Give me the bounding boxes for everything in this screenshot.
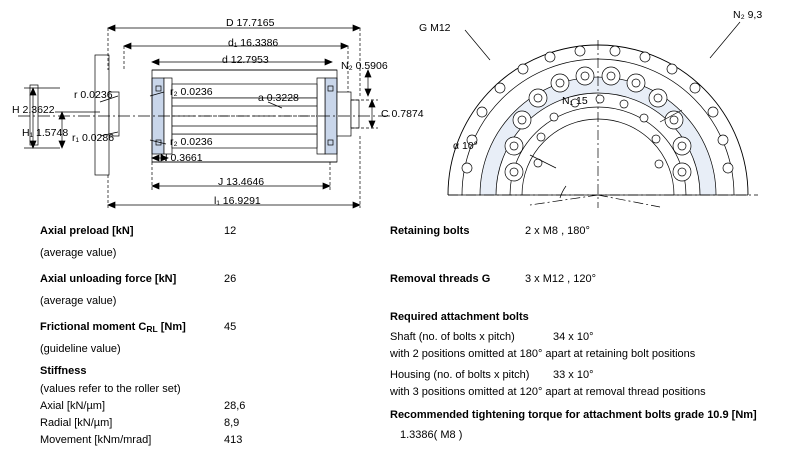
face-label-G: G M12 (419, 22, 451, 34)
shaft-bolts-label: Shaft (no. of bolts x pitch) (390, 331, 515, 343)
frictional-moment-label-main: Frictional moment C (40, 321, 147, 333)
frictional-moment-label-sub: RL (146, 324, 158, 334)
torque-value: 1.3386( M8 ) (400, 429, 463, 441)
stiffness-radial-value: 8,9 (224, 417, 240, 429)
stiffness-note: (values refer to the roller set) (40, 383, 181, 395)
stiffness-axial-value: 28,6 (224, 400, 246, 412)
retaining-bolts-value: 2 x M8 , 180° (525, 225, 590, 237)
housing-bolts-value: 33 x 10° (553, 369, 594, 381)
stiffness-movement-value: 413 (224, 434, 243, 446)
dim-label-J: J 13.4646 (218, 176, 265, 188)
dim-label-a: a 0.3228 (258, 92, 299, 104)
removal-threads-value: 3 x M12 , 120° (525, 273, 597, 285)
dim-label-H1: H₁ 1.5748 (22, 127, 69, 139)
axial-preload-value: 12 (224, 225, 237, 237)
axial-unloading-value: 26 (224, 273, 237, 285)
axial-preload-note: (average value) (40, 247, 117, 259)
stiffness-title: Stiffness (40, 365, 87, 377)
dim-label-r: r 0.0236 (74, 89, 113, 101)
stiffness-radial-label: Radial [kN/µm] (40, 417, 113, 429)
dim-label-l1: l₁ 16.9291 (214, 195, 261, 207)
dim-label-H: H 2.3622 (12, 104, 55, 116)
stiffness-axial-label: Axial [kN/µm] (40, 400, 106, 412)
face-view-drawing (410, 0, 788, 210)
stiffness-movement-label: Movement [kNm/mrad] (40, 434, 152, 446)
dim-label-N2: N₂ 0.5906 (341, 60, 388, 72)
dim-label-D: D 17.7165 (226, 17, 275, 29)
dim-label-r2-top: r₂ 0.0236 (170, 86, 213, 98)
dim-label-N: N 0.3661 (160, 152, 203, 164)
removal-threads-label: Removal threads G (390, 273, 491, 285)
dim-label-C: C 0.7874 (381, 108, 424, 120)
dim-label-r1: r₁ 0.0286 (72, 132, 115, 144)
axial-unloading-note: (average value) (40, 295, 117, 307)
face-label-N1: N₁ 15 (562, 95, 588, 107)
shaft-bolts-note: with 2 positions omitted at 180° apart at retaining bolt positions (390, 348, 696, 360)
face-label-N2: N₂ 9,3 (733, 9, 763, 21)
cross-section-drawing (0, 0, 400, 215)
frictional-moment-value: 45 (224, 321, 237, 333)
frictional-moment-label (40, 321, 186, 334)
torque-title: Recommended tightening torque for attachment bolts grade 10.9 [Nm] (390, 409, 757, 421)
dim-label-d1: d₁ 16.3386 (228, 37, 279, 49)
frictional-moment-note: (guideline value) (40, 343, 121, 355)
face-label-alpha: α 10° (453, 140, 478, 152)
axial-preload-label: Axial preload [kN] (40, 225, 134, 237)
axial-unloading-label: Axial unloading force [kN] (40, 273, 177, 285)
frictional-moment-label-unit: [Nm] (157, 321, 186, 333)
housing-bolts-label: Housing (no. of bolts x pitch) (390, 369, 530, 381)
retaining-bolts-label: Retaining bolts (390, 225, 470, 237)
attachment-bolts-title: Required attachment bolts (390, 311, 529, 323)
dim-label-d: d 12.7953 (222, 54, 269, 66)
dim-label-r2-bottom: r₂ 0.0236 (170, 136, 213, 148)
shaft-bolts-value: 34 x 10° (553, 331, 594, 343)
housing-bolts-note: with 3 positions omitted at 120° apart at removal thread positions (390, 386, 706, 398)
